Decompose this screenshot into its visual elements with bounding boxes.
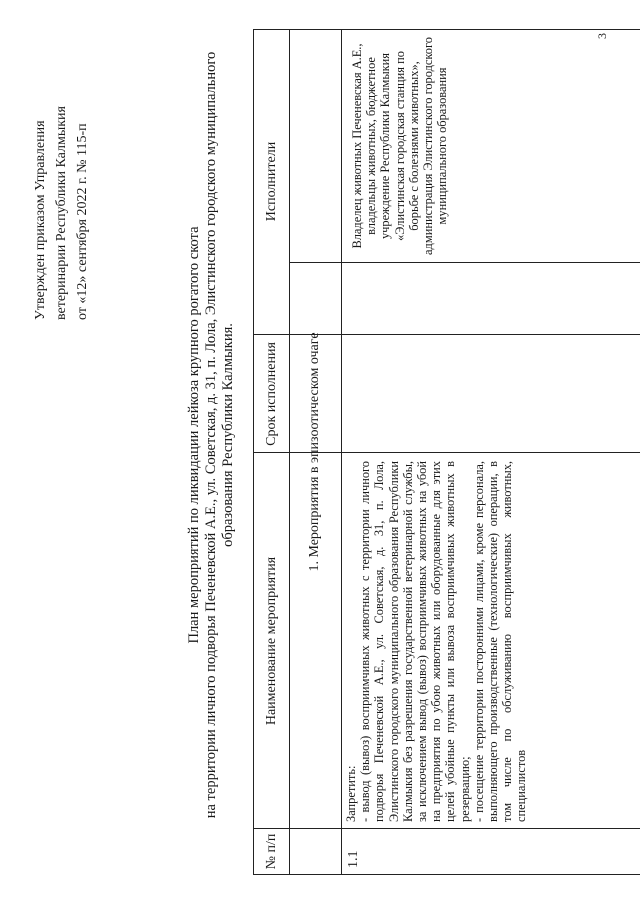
header-number: № п/п	[264, 833, 279, 870]
approval-line-1: Утвержден приказом Управления	[33, 120, 48, 320]
approval-line-2: ветеринарии Республики Калмыкия	[54, 106, 69, 320]
measure-line: Запретить:	[344, 765, 358, 822]
performers-text: Владелец животных Печеневская А.Е., владельцы животных, бюджетное учреждение Республики Калмыкия «Элистинская городская станция по борьбе с болезнями животных», администрация Элистинского городского муниципального образования	[350, 37, 450, 255]
section-title: 1. Мероприятия в эпизоотическом очаге	[307, 332, 322, 572]
measures-table	[253, 29, 640, 875]
header-performers: Исполнители	[264, 141, 279, 222]
approval-line-3: от «12» сентября 2022 г. № 115-п	[75, 123, 90, 320]
plan-subtitle: на территории личного подворья Печеневской А.Е., ул. Советская, д. 31, п. Лола, Элистинского городского муниципального	[203, 51, 219, 819]
row-number: 1.1	[346, 850, 361, 868]
plan-title: План мероприятий по ликвидации лейкоза крупного рогатого скота	[186, 226, 202, 644]
row-divider	[341, 30, 342, 874]
plan-subtitle-2: образования Республики Калмыкия.	[220, 323, 236, 547]
measure-text	[344, 461, 529, 822]
measure-line: - вывод (вывоз) восприимчивых животных с территории личного подворья Печеневской А.Е., ул. Советская, д. 31, п. Лола, Элистинского городского муниципального образования Республики Калмыкия без разрешения государственной ветеринарной службы, за исключением вывод (вывоз) восприимчивых животных на убой на предприятия по убою животных или оборудованные для этих целей убойные пункты или вывоза восприимчивых животных в резервацию;	[358, 461, 472, 822]
page-number: 3	[595, 33, 609, 39]
measure-line: - посещение территории посторонними лицами, кроме персонала, выполняющего производственные (технологические) операции, в том числе по обслуживанию восприимчивых животных, специалистов	[471, 461, 529, 822]
approval-stamp	[30, 20, 93, 320]
header-name: Наименование мероприятия	[264, 556, 279, 726]
header-term: Срок исполнения	[264, 342, 279, 446]
